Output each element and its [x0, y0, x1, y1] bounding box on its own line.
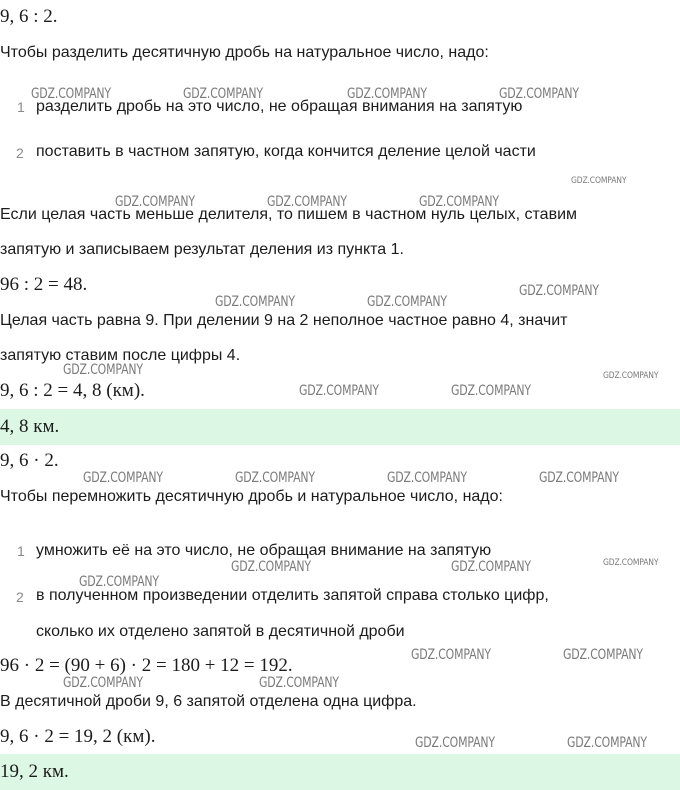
division-step-2: поставить в частном запятую, когда кончится деление целой части	[36, 143, 536, 160]
watermark: GDZ.COMPANY	[603, 371, 659, 381]
division-answer: 4, 8 км.	[0, 416, 60, 437]
watermark: GDZ.COMPANY	[567, 735, 647, 751]
watermark: GDZ.COMPANY	[63, 362, 143, 378]
division-step-1: разделить дробь на это число, не обращая внимания на запятую	[36, 98, 523, 115]
watermark: GDZ.COMPANY	[83, 470, 163, 486]
watermark: GDZ.COMPANY	[215, 294, 295, 310]
multiplication-expression: 9, 6 · 2.	[0, 450, 59, 471]
watermark: GDZ.COMPANY	[259, 675, 339, 691]
watermark: GDZ.COMPANY	[451, 559, 531, 575]
watermark: GDZ.COMPANY	[183, 86, 263, 102]
answer-highlight-1	[0, 409, 680, 445]
watermark: GDZ.COMPANY	[451, 383, 531, 399]
step-number: 2	[16, 589, 24, 605]
watermark: GDZ.COMPANY	[519, 283, 599, 299]
watermark: GDZ.COMPANY	[367, 294, 447, 310]
watermark: GDZ.COMPANY	[419, 194, 499, 210]
watermark: GDZ.COMPANY	[563, 647, 643, 663]
multiplication-step-1: умножить её на это число, не обращая внимание на запятую	[36, 542, 492, 559]
watermark: GDZ.COMPANY	[499, 86, 579, 102]
watermark: GDZ.COMPANY	[235, 470, 315, 486]
division-calculation: 96 : 2 = 48.	[0, 274, 88, 295]
watermark: GDZ.COMPANY	[347, 86, 427, 102]
multiplication-step-2-continued: сколько их отделено запятой в десятичной дроби	[36, 623, 405, 640]
step-number: 2	[16, 145, 24, 161]
watermark: GDZ.COMPANY	[267, 194, 347, 210]
multiplication-step-2: в полученном произведении отделить запятой справа столько цифр,	[36, 587, 549, 604]
division-note-line-1: Если целая часть меньше делителя, то пишем в частном нуль целых, ставим	[0, 206, 578, 223]
step-number: 1	[17, 543, 25, 559]
step-number: 1	[17, 99, 25, 115]
multiplication-rule-intro: Чтобы перемножить десятичную дробь и натуральное число, надо:	[0, 488, 503, 505]
watermark: GDZ.COMPANY	[571, 176, 627, 186]
division-rule-intro: Чтобы разделить десятичную дробь на натуральное число, надо:	[0, 44, 489, 61]
division-explain-line-2: запятую ставим после цифры 4.	[0, 347, 241, 364]
watermark: GDZ.COMPANY	[231, 559, 311, 575]
watermark: GDZ.COMPANY	[79, 574, 159, 590]
answer-highlight-2	[0, 754, 680, 790]
watermark: GDZ.COMPANY	[539, 470, 619, 486]
watermark: GDZ.COMPANY	[415, 735, 495, 751]
multiplication-explain: В десятичной дроби 9, 6 запятой отделена одна цифра.	[0, 693, 417, 710]
watermark: GDZ.COMPANY	[387, 470, 467, 486]
division-note-line-2: запятую и записываем результат деления из пункта 1.	[0, 241, 404, 258]
watermark: GDZ.COMPANY	[603, 558, 659, 568]
multiplication-result: 9, 6 · 2 = 19, 2 (км).	[0, 726, 156, 747]
division-result: 9, 6 : 2 = 4, 8 (км).	[0, 380, 145, 401]
multiplication-answer: 19, 2 км.	[0, 761, 69, 782]
division-expression: 9, 6 : 2.	[0, 6, 58, 27]
watermark: GDZ.COMPANY	[299, 383, 379, 399]
watermark: GDZ.COMPANY	[63, 675, 143, 691]
watermark: GDZ.COMPANY	[115, 194, 195, 210]
multiplication-calculation: 96 · 2 = (90 + 6) · 2 = 180 + 12 = 192.	[0, 655, 293, 676]
watermark: GDZ.COMPANY	[411, 647, 491, 663]
division-explain-line-1: Целая часть равна 9. При делении 9 на 2 неполное частное равно 4, значит	[0, 312, 568, 329]
watermark: GDZ.COMPANY	[31, 86, 111, 102]
